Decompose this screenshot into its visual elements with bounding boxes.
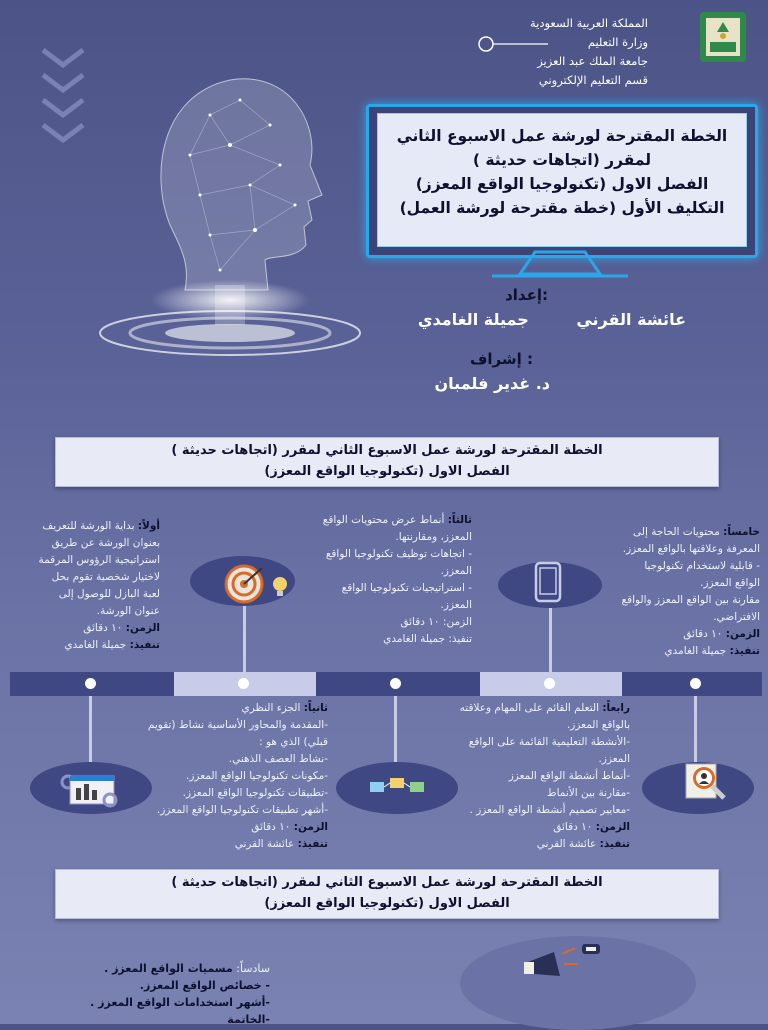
- exec-value: عائشة القرني: [536, 838, 597, 850]
- step-line: -تطبيقات تكنولوجيا الواقع المعزز.: [182, 787, 328, 799]
- step-label: ثانياً:: [303, 702, 328, 714]
- ai-head-hologram-icon: [90, 55, 370, 375]
- connector-vline: [89, 696, 92, 762]
- step-second: [118, 700, 328, 853]
- step-line: المعزز، ومقارنتها.: [395, 531, 472, 543]
- step-line: المعزز.: [440, 565, 472, 577]
- person-search-icon: [680, 758, 730, 806]
- step-line: مقارنة بين الواقع المعزز والواقع: [621, 594, 760, 606]
- exec-value: جميلة الغامدي: [664, 645, 727, 657]
- step-line: لعبة البازل للوصول إلى: [58, 588, 160, 600]
- time-label: الزمن:: [595, 821, 630, 833]
- step-label: أولاً:: [137, 520, 160, 532]
- step-line: المعرفة وعلاقتها بالواقع المعزز.: [622, 543, 760, 555]
- step-line: - استراتيجيات تكنولوجيا الواقع: [341, 582, 472, 594]
- step-line: قبلي) الذي هو :: [259, 736, 328, 748]
- step-line: الافتراضي.: [713, 611, 760, 623]
- time-value: ١٠ دقائق: [400, 616, 440, 628]
- institution-line: جامعة الملك عبد العزيز: [537, 54, 648, 68]
- exec-label: تنفيذ:: [599, 838, 630, 850]
- step-label: رابعاً:: [602, 702, 630, 714]
- connector-vline: [243, 606, 246, 672]
- timeline-dot: [238, 678, 249, 689]
- step-line: بداية الورشة للتعريف: [42, 520, 135, 532]
- step-line: -أنماط أنشطة الواقع المعزز: [508, 770, 630, 782]
- step-line: بالواقع المعزز.: [566, 719, 630, 731]
- step-line: عنوان الورشة.: [96, 605, 160, 617]
- step-line: -نشاط العصف الذهني.: [228, 753, 328, 765]
- step-line: -أشهر تطبيقات تكنولوجيا الواقع المعزز.: [156, 804, 328, 816]
- step-line: -مقارنة بين الأنماط: [546, 787, 630, 799]
- banner-line: الفصل الاول (تكنولوجيا الواقع المعزز): [264, 896, 510, 911]
- tablet-icon: [534, 561, 562, 603]
- authors: [376, 310, 686, 329]
- step-line: استراتيجية الرؤوس المرقمة: [38, 554, 160, 566]
- time-value: ١٠ دقائق: [251, 821, 291, 833]
- target-icon: [222, 560, 292, 604]
- step-third: [300, 512, 472, 648]
- institution-line: قسم التعليم الإلكتروني: [538, 73, 648, 87]
- banner-line: الخطة المقترحة لورشة عمل الاسبوع الثاني لمقرر (اتجاهات حديثة ): [171, 875, 603, 890]
- step-sixth: [80, 960, 270, 1028]
- step-line: مسميات الواقع المعزز .: [104, 962, 233, 975]
- step-line: -معايير تصميم أنشطة الواقع المعزز .: [469, 804, 630, 816]
- time-label: الزمن:: [442, 616, 472, 628]
- step-line: محتويات الحاجة إلى: [633, 526, 720, 538]
- step-first: [12, 518, 160, 654]
- time-value: ١٠ دقائق: [83, 622, 123, 634]
- time-label: الزمن:: [725, 628, 760, 640]
- network-icon: [366, 772, 430, 802]
- step-line: -الخاتمة: [227, 1013, 270, 1026]
- step-label: سادساً:: [236, 962, 270, 975]
- connector-vline: [549, 608, 552, 672]
- step-line: -أشهر استخدامات الواقع المعزز .: [90, 996, 270, 1009]
- step-line: لاختيار شخصية تقوم بحل: [51, 571, 160, 583]
- exec-label: تنفيذ:: [448, 633, 472, 645]
- timeline-dot: [85, 678, 96, 689]
- step-label: ثالثاً:: [447, 514, 472, 526]
- monitor-title-line: الفصل الاول (تكنولوجيا الواقع المعزز): [415, 175, 709, 193]
- step-fifth: [600, 524, 760, 660]
- time-label: الزمن:: [125, 622, 160, 634]
- step-line: بعنوان الورشة عن طريق: [51, 537, 160, 549]
- banner-line: الخطة المقترحة لورشة عمل الاسبوع الثاني لمقرر (اتجاهات حديثة ): [171, 443, 603, 458]
- step-line: -المقدمة والمحاور الأساسية نشاط (تقويم: [147, 719, 328, 731]
- step-label: خامساً:: [723, 526, 760, 538]
- time-label: الزمن:: [293, 821, 328, 833]
- step-line: الجزء النظري: [241, 702, 301, 714]
- timeline-dot: [544, 678, 555, 689]
- time-value: ١٠ دقائق: [553, 821, 593, 833]
- institution-line: المملكة العربية السعودية: [530, 16, 648, 30]
- university-logo-icon: [698, 10, 748, 64]
- supervised-label: إشراف :: [469, 350, 533, 368]
- step-line: - اتجاهات توظيف تكنولوجيا الواقع: [325, 548, 472, 560]
- exec-value: جميلة الغامدي: [383, 633, 446, 645]
- monitor-title-line: التكليف الأول (خطة مقترحة لورشة العمل): [399, 199, 725, 217]
- time-value: ١٠ دقائق: [683, 628, 723, 640]
- step-line: المعزز.: [598, 753, 630, 765]
- step-line: - قابلية لاستخدام تكنولوجيا: [644, 560, 760, 572]
- monitor-title-line: لمقرر (اتجاهات حديثة ): [472, 151, 652, 169]
- monitor-title-line: الخطة المقترحة لورشة عمل الاسبوع الثاني: [396, 127, 728, 145]
- chevron-decoration-icon: [38, 45, 88, 145]
- step-line: -مكونات تكنولوجيا الواقع المعزز.: [186, 770, 328, 782]
- step-line: - خصائص الواقع المعزز.: [139, 979, 270, 992]
- exec-label: تنفيذ:: [129, 639, 160, 651]
- timeline-dot: [690, 678, 701, 689]
- step-line: المعزز.: [440, 599, 472, 611]
- step-line: الواقع المعزز.: [700, 577, 760, 589]
- section-banner: [55, 869, 719, 919]
- author-name: عائشة القرني: [576, 310, 686, 329]
- megaphone-icon: [520, 940, 610, 990]
- step-line: -الأنشطة التعليمية القائمة على الواقع: [468, 736, 630, 748]
- exec-label: تنفيذ:: [297, 838, 328, 850]
- monitor-title: [378, 124, 746, 220]
- exec-value: جميلة الغامدي: [64, 639, 127, 651]
- prepared-label: إعداد:: [505, 286, 548, 304]
- monitor-stand: [490, 250, 630, 280]
- institution-line: وزارة التعليم: [587, 35, 648, 49]
- supervisor-name: د. غدير فلمبان: [434, 374, 550, 393]
- step-line: أنماط عرض محتويات الواقع: [322, 514, 445, 526]
- author-name: جميلة الغامدي: [417, 310, 529, 329]
- monitor-frame: [366, 104, 758, 258]
- exec-value: عائشة القرني: [234, 838, 295, 850]
- exec-label: تنفيذ:: [729, 645, 760, 657]
- monitor-screen: [377, 113, 747, 247]
- step-fourth: [430, 700, 630, 853]
- connector-vline: [694, 696, 697, 762]
- connector-vline: [394, 696, 397, 762]
- banner-line: الفصل الاول (تكنولوجيا الواقع المعزز): [264, 464, 510, 479]
- section-banner: [55, 437, 719, 487]
- connector-line: [470, 30, 550, 60]
- step-line: التعلم القائم على المهام وعلاقته: [459, 702, 599, 714]
- timeline-dot: [390, 678, 401, 689]
- browser-chart-icon: [58, 768, 122, 808]
